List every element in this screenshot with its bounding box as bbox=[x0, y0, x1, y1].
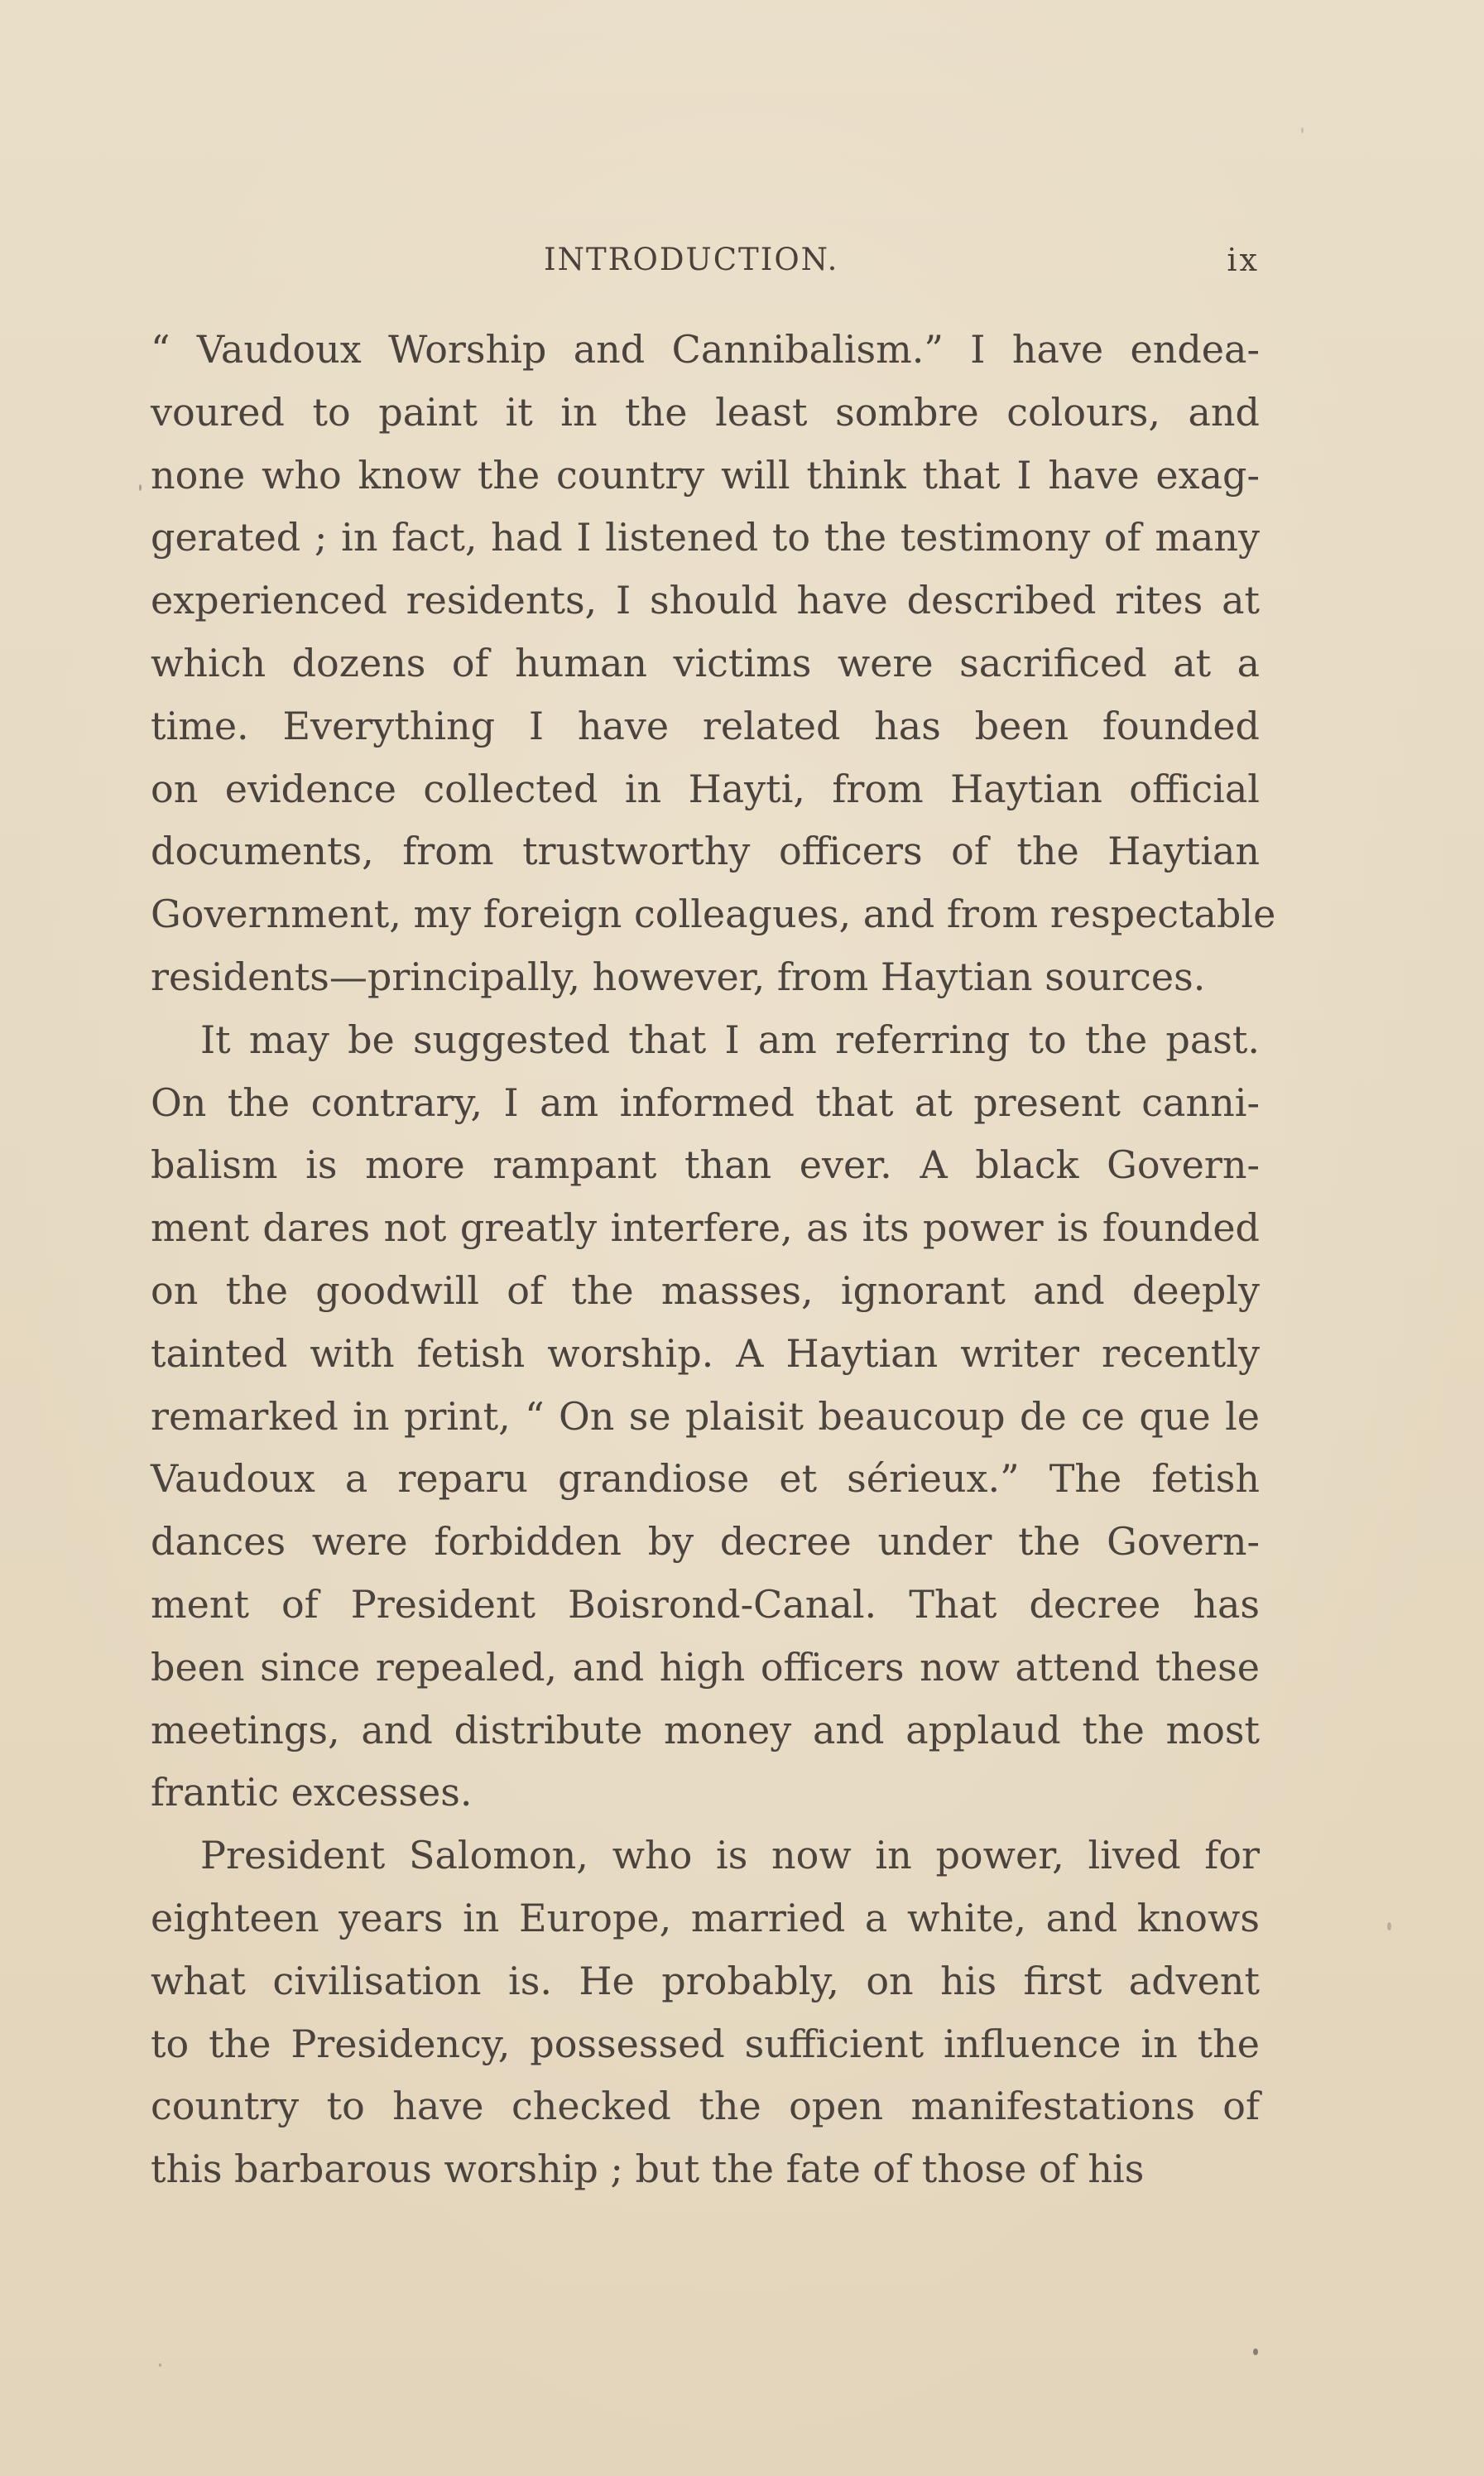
text-line: President Salomon, who is now in power, lived for bbox=[200, 1833, 1260, 1878]
text-line: none who know the country will think that I have exag- bbox=[151, 452, 1260, 498]
text-line: balism is more rampant than ever. A black Govern- bbox=[151, 1142, 1260, 1188]
text-line: ment dares not greatly interfere, as its power is founded bbox=[151, 1205, 1260, 1251]
body-text bbox=[151, 319, 1276, 2201]
text-line: eighteen years in Europe, married a white, and knows bbox=[151, 1895, 1260, 1940]
running-head: INTRODUCTION. bbox=[544, 242, 839, 277]
text-line: “ Vaudoux Worship and Cannibalism.” I have endea- bbox=[151, 327, 1260, 372]
page-number: ix bbox=[1227, 242, 1260, 278]
text-line: gerated ; in fact, had I listened to the testimony of many bbox=[151, 515, 1260, 560]
text-line: been since repealed, and high officers now attend these bbox=[151, 1644, 1260, 1690]
text-line: dances were forbidden by decree under the Govern- bbox=[151, 1519, 1260, 1565]
text-line: tainted with fetish worship. A Haytian writer recently bbox=[151, 1330, 1260, 1376]
text-line: this barbarous worship ; but the fate of those of his bbox=[151, 2147, 1145, 2192]
text-line: to the Presidency, possessed sufficient influence in the bbox=[151, 2021, 1260, 2066]
text-line: It may be suggested that I am referring to the past. bbox=[200, 1017, 1260, 1062]
paper-speck bbox=[1301, 127, 1304, 133]
text-line: on the goodwill of the masses, ignorant and deeply bbox=[151, 1267, 1260, 1313]
paper-speck bbox=[159, 2363, 161, 2367]
text-line: which dozens of human victims were sacrificed at a bbox=[151, 640, 1260, 685]
text-line: Government, my foreign colleagues, and from respectable bbox=[151, 892, 1276, 937]
text-line: on evidence collected in Hayti, from Haytian official bbox=[151, 766, 1260, 811]
text-line: remarked in print, “ On se plaisit beaucoup de ce que le bbox=[151, 1393, 1260, 1439]
text-line: what civilisation is. He probably, on his first advent bbox=[151, 1958, 1260, 2003]
text-line: time. Everything I have related has been founded bbox=[151, 703, 1260, 748]
text-line: country to have checked the open manifestations of bbox=[151, 2084, 1260, 2129]
text-line: residents—principally, however, from Haytian sources. bbox=[151, 954, 1206, 999]
text-line: On the contrary, I am informed that at present canni- bbox=[151, 1079, 1260, 1125]
text-line: voured to paint it in the least sombre colours, and bbox=[151, 389, 1260, 435]
text-line: meetings, and distribute money and applaud the most bbox=[151, 1707, 1260, 1752]
paper-speck bbox=[1253, 2349, 1258, 2355]
paper-speck bbox=[139, 484, 142, 491]
text-line: frantic excesses. bbox=[151, 1770, 473, 1815]
text-line: ment of President Boisrond-Canal. That decree has bbox=[151, 1581, 1260, 1627]
text-line: Vaudoux a reparu grandiose et sérieux.” The fetish bbox=[151, 1456, 1260, 1502]
text-line: experienced residents, I should have described rites at bbox=[151, 578, 1260, 623]
paper-speck bbox=[1387, 1922, 1391, 1930]
page-header bbox=[151, 242, 1260, 291]
text-line: documents, from trustworthy officers of the Haytian bbox=[151, 829, 1260, 874]
